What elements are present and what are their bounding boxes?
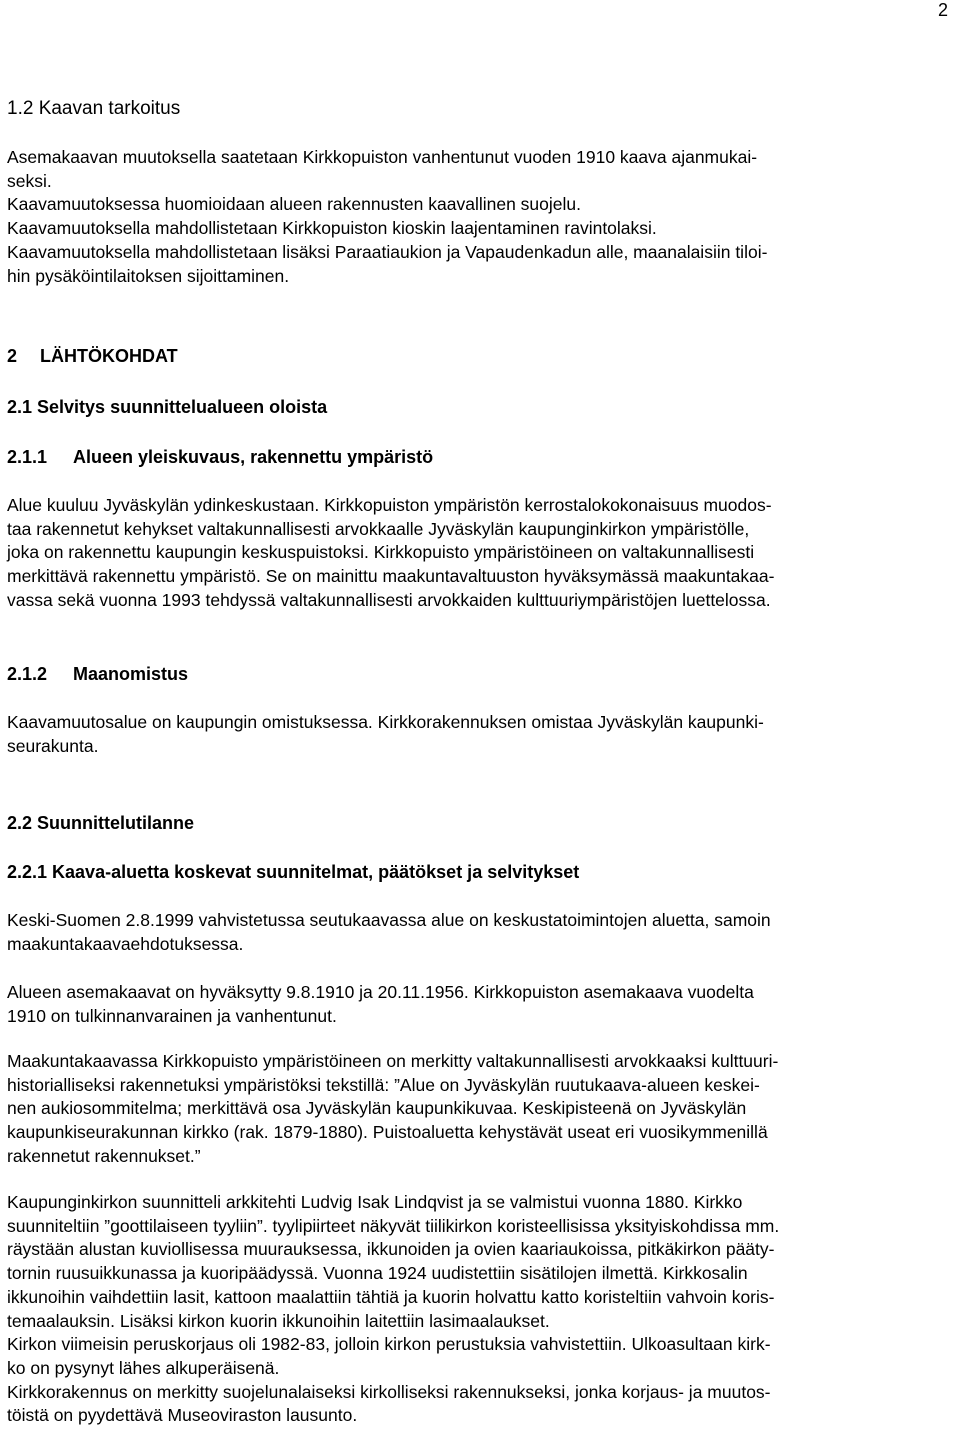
text-line: tornin ruusuikkunassa ja kuoripäädyssä. Vuonna 1924 uudistettiin sisätilojen ilmettä. Kirkkosalin xyxy=(7,1263,748,1284)
page-number: 2 xyxy=(937,0,948,20)
text-line: ko on pysynyt lähes alkuperäisenä. xyxy=(7,1357,280,1378)
text-line: maakuntakaavaehdotuksessa. xyxy=(7,933,244,954)
section-2-1-1-body xyxy=(7,494,952,613)
text-line: taa rakennetut kehykset valtakunnallisesti arvokkaalle Jyväskylän kaupunginkirkon ympäristölle, xyxy=(7,518,750,539)
section-2-2-1-para-1 xyxy=(7,909,952,956)
text-line: Keski-Suomen 2.8.1999 vahvistetussa seutukaavassa alue on keskustatoimintojen aluetta, samoin xyxy=(7,910,771,930)
section-heading-2 xyxy=(7,344,178,368)
section-2-2-1-para-3 xyxy=(7,1050,952,1169)
text-line: 1910 on tulkinnanvarainen ja vanhentunut. xyxy=(7,1005,337,1026)
text-line: Maakuntakaavassa Kirkkopuisto ympäristöineen on merkitty valtakunnallisesti arvokkaaksi kulttuuri- xyxy=(7,1051,779,1071)
text-line: joka on rakennettu kaupungin keskuspuistoksi. Kirkkopuisto ympäristöineen on valtakunnallisesti xyxy=(7,542,755,563)
text-line: Alue kuuluu Jyväskylän ydinkeskustaan. Kirkkopuiston ympäristön kerrostalokokonaisuus muodos- xyxy=(7,495,772,515)
text-line: seksi. xyxy=(7,170,52,191)
text-line: Kaavamuutoksessa huomioidaan alueen rakennusten kaavallinen suojelu. xyxy=(7,194,581,215)
section-heading-1-2: 1.2 Kaavan tarkoitus xyxy=(7,98,181,119)
text-line: töistä on pyydettävä Museoviraston lausunto. xyxy=(7,1405,358,1426)
section-number: 2.1.1 xyxy=(7,447,48,467)
text-line: Kirkon viimeisin peruskorjaus oli 1982-83, jolloin kirkon perustuksia vahvistettiin. Ulkoasultaan kirk- xyxy=(7,1334,771,1355)
section-2-1-2-body xyxy=(7,711,952,758)
section-number: 2.1.2 xyxy=(7,664,48,684)
text-line: temaalauksin. Lisäksi kirkon kuorin ikkunoihin laitettiin lasimaalaukset. xyxy=(7,1310,550,1331)
text-line: hin pysäköintilaitoksen sijoittaminen. xyxy=(7,265,290,286)
text-line: ikkunoihin vaihdettiin lasit, kattoon maalattiin tähtiä ja kuorin holvattu katto koristeltiin vahvoin koris- xyxy=(7,1286,775,1307)
text-line: Kaavamuutosalue on kaupungin omistuksessa. Kirkkorakennuksen omistaa Jyväskylän kaupunki- xyxy=(7,712,764,732)
section-number: 2 xyxy=(7,346,18,366)
text-line: merkittävä rakennettu ympäristö. Se on mainittu maakuntavaltuuston hyväksymässä maakuntakaa- xyxy=(7,566,775,587)
section-1-2-body xyxy=(7,146,952,288)
section-heading-2-2: 2.2 Suunnittelutilanne xyxy=(7,813,195,833)
section-2-2-1-para-4 xyxy=(7,1191,952,1428)
section-title: Alueen yleiskuvaus, rakennettu ympäristö xyxy=(73,447,434,467)
text-line: suunniteltiin ”goottilaiseen tyyliin”. tyylipiirteet näkyvät tiilikirkon koristeellisissa yksityiskohdissa mm. xyxy=(7,1215,780,1236)
section-heading-2-1-2 xyxy=(7,662,188,686)
text-line: seurakunta. xyxy=(7,735,99,756)
text-line: Kaavamuutoksella mahdollistetaan Kirkkopuiston kioskin laajentaminen ravintolaksi. xyxy=(7,218,657,239)
section-2-2-1-para-2 xyxy=(7,981,952,1028)
text-line: rakennetut rakennukset.” xyxy=(7,1145,201,1166)
text-line: vassa sekä vuonna 1993 tehdyssä valtakunnallisesti arvokkaiden kulttuuriympäristöjen luettelossa. xyxy=(7,589,771,610)
text-line: kaupunkiseurakunnan kirkko (rak. 1879-1880). Puistoaluetta kehystävät useat eri vuosikymmenillä xyxy=(7,1122,768,1143)
text-line: räystään alustan kuviollisessa muurauksessa, ikkunoiden ja ovien kaariaukoissa, pitkäkirkon pääty- xyxy=(7,1239,775,1260)
text-line: Alueen asemakaavat on hyväksytty 9.8.1910 ja 20.11.1956. Kirkkopuiston asemakaava vuodelta xyxy=(7,982,754,1002)
text-line: Kaavamuutoksella mahdollistetaan lisäksi Paraatiaukion ja Vapaudenkadun alle, maanalaisiin tiloi- xyxy=(7,241,768,262)
section-title: LÄHTÖKOHDAT xyxy=(40,346,178,366)
section-heading-2-1: 2.1 Selvitys suunnittelualueen oloista xyxy=(7,397,328,417)
section-heading-2-2-1: 2.2.1 Kaava-aluetta koskevat suunnitelmat, päätökset ja selvitykset xyxy=(7,862,580,882)
text-line: Kaupunginkirkon suunnitteli arkkitehti Ludvig Isak Lindqvist ja se valmistui vuonna 1880. Kirkko xyxy=(7,1192,743,1212)
text-line: Asemakaavan muutoksella saatetaan Kirkkopuiston vanhentunut vuoden 1910 kaava ajanmukai- xyxy=(7,147,758,167)
text-line: nen aukiosommitelma; merkittävä osa Jyväskylän kaupunkikuvaa. Keskipisteenä on Jyväskylän xyxy=(7,1098,747,1119)
text-line: Kirkkorakennus on merkitty suojelunalaiseksi kirkolliseksi rakennukseksi, jonka korjaus- ja muutos- xyxy=(7,1381,771,1402)
text-line: historialliseksi rakennetuksi ympäristöksi tekstillä: ”Alue on Jyväskylän ruutukaava-alueen keskei- xyxy=(7,1074,760,1095)
section-heading-2-1-1 xyxy=(7,445,433,469)
section-title: Maanomistus xyxy=(73,664,189,684)
